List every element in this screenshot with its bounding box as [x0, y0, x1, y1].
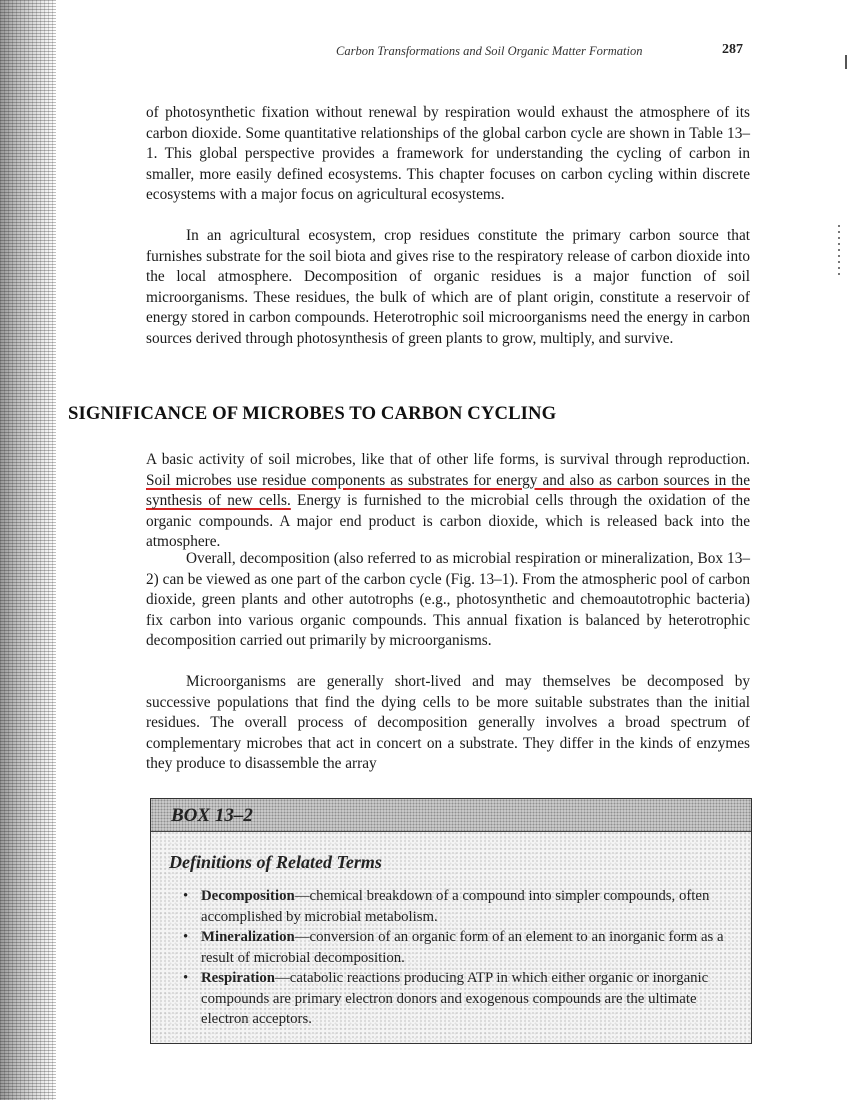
list-item — [179, 968, 739, 1030]
term-definition: —catabolic reactions producing ATP in which either organic or inorganic compounds are primary electron donors and exogenous compounds are the ultimate electron acceptors. — [201, 970, 709, 1027]
bullet-icon: • — [183, 970, 189, 986]
term-definition: —conversion of an organic form of an element to an inorganic form as a result of microbial decomposition. — [201, 929, 724, 966]
term-label: Mineralization — [201, 929, 295, 945]
list-item — [179, 927, 739, 968]
box-subtitle: Definitions of Related Terms — [169, 852, 382, 872]
scan-shadow-edge — [0, 0, 56, 1100]
definitions-box — [150, 798, 752, 1044]
bullet-icon: • — [183, 888, 189, 904]
section-heading: SIGNIFICANCE OF MICROBES TO CARBON CYCLING — [68, 403, 557, 424]
paragraph-2: In an agricultural ecosystem, crop residues constitute the primary carbon source that furnishes substrate for the soil biota and gives rise to the respiratory release of carbon dioxide into the local atmosphere. Decomposition of organic residues is a major function of soil microorganisms. These residues, the bulk of which are of plant origin, constitute a reservoir of energy stored in carbon compounds. Heterotrophic soil microorganisms need the energy in carbon sources derived through photosynthesis of green plants to grow, multiply, and survive. — [146, 227, 750, 347]
page-number: 287 — [722, 42, 743, 57]
term-label: Respiration — [201, 970, 275, 986]
paragraph-1: of photosynthetic fixation without renewal by respiration would exhaust the atmosphere of its carbon dioxide. Some quantitative relationships of the global carbon cycle are shown in Table 13–1. This global perspective provides a framework for understanding the cycling of carbon in smaller, more easily defined ecosystems. This chapter focuses on carbon cycling within discrete ecosystems with a major focus on agricultural ecosystems. — [146, 104, 750, 203]
paragraph-3-start: A basic activity of soil microbes, like that of other life forms, is survival through reproduction. — [146, 451, 750, 468]
underlined-sentence: Soil microbes use residue components as substrates for energy and also as carbon sources in the synthesis of new cells. — [146, 471, 750, 509]
box-title-bar — [151, 799, 751, 832]
scan-mark — [845, 55, 847, 69]
list-item — [179, 886, 739, 927]
box-title: BOX 13–2 — [171, 805, 253, 826]
definitions-list — [179, 886, 739, 1030]
term-definition: —chemical breakdown of a compound into simpler compounds, often accomplished by microbial metabolism. — [201, 888, 710, 925]
term-label: Decomposition — [201, 888, 295, 904]
bullet-icon: • — [183, 929, 189, 945]
paragraph-4: Overall, decomposition (also referred to as microbial respiration or mineralization, Box 13–2) can be viewed as one part of the carbon cycle (Fig. 13–1). From the atmospheric pool of carbon dioxide, green plants and other autotrophs (e.g., photosynthetic and chemoautotrophic bacteria) fix carbon into various organic compounds. This annual fixation is balanced by heterotrophic decomposition carried out primarily by microorganisms. — [146, 550, 750, 649]
paragraph-3 — [146, 450, 750, 553]
running-head: Carbon Transformations and Soil Organic Matter Formation — [336, 44, 643, 58]
paragraph-3-end: Energy is furnished to the microbial cells through the oxidation of the organic compounds. A major end product is carbon dioxide, which is released back into the atmosphere. — [146, 492, 750, 550]
paragraph-5: Microorganisms are generally short-lived and may themselves be decomposed by successive populations that find the dying cells to be more suitable substrates than the initial residues. The overall process of decomposition generally involves a broad spectrum of complementary microbes that act in concert on a substrate. They differ in the kinds of enzymes they produce to disassemble the array — [146, 673, 750, 772]
scan-dots — [838, 225, 840, 275]
